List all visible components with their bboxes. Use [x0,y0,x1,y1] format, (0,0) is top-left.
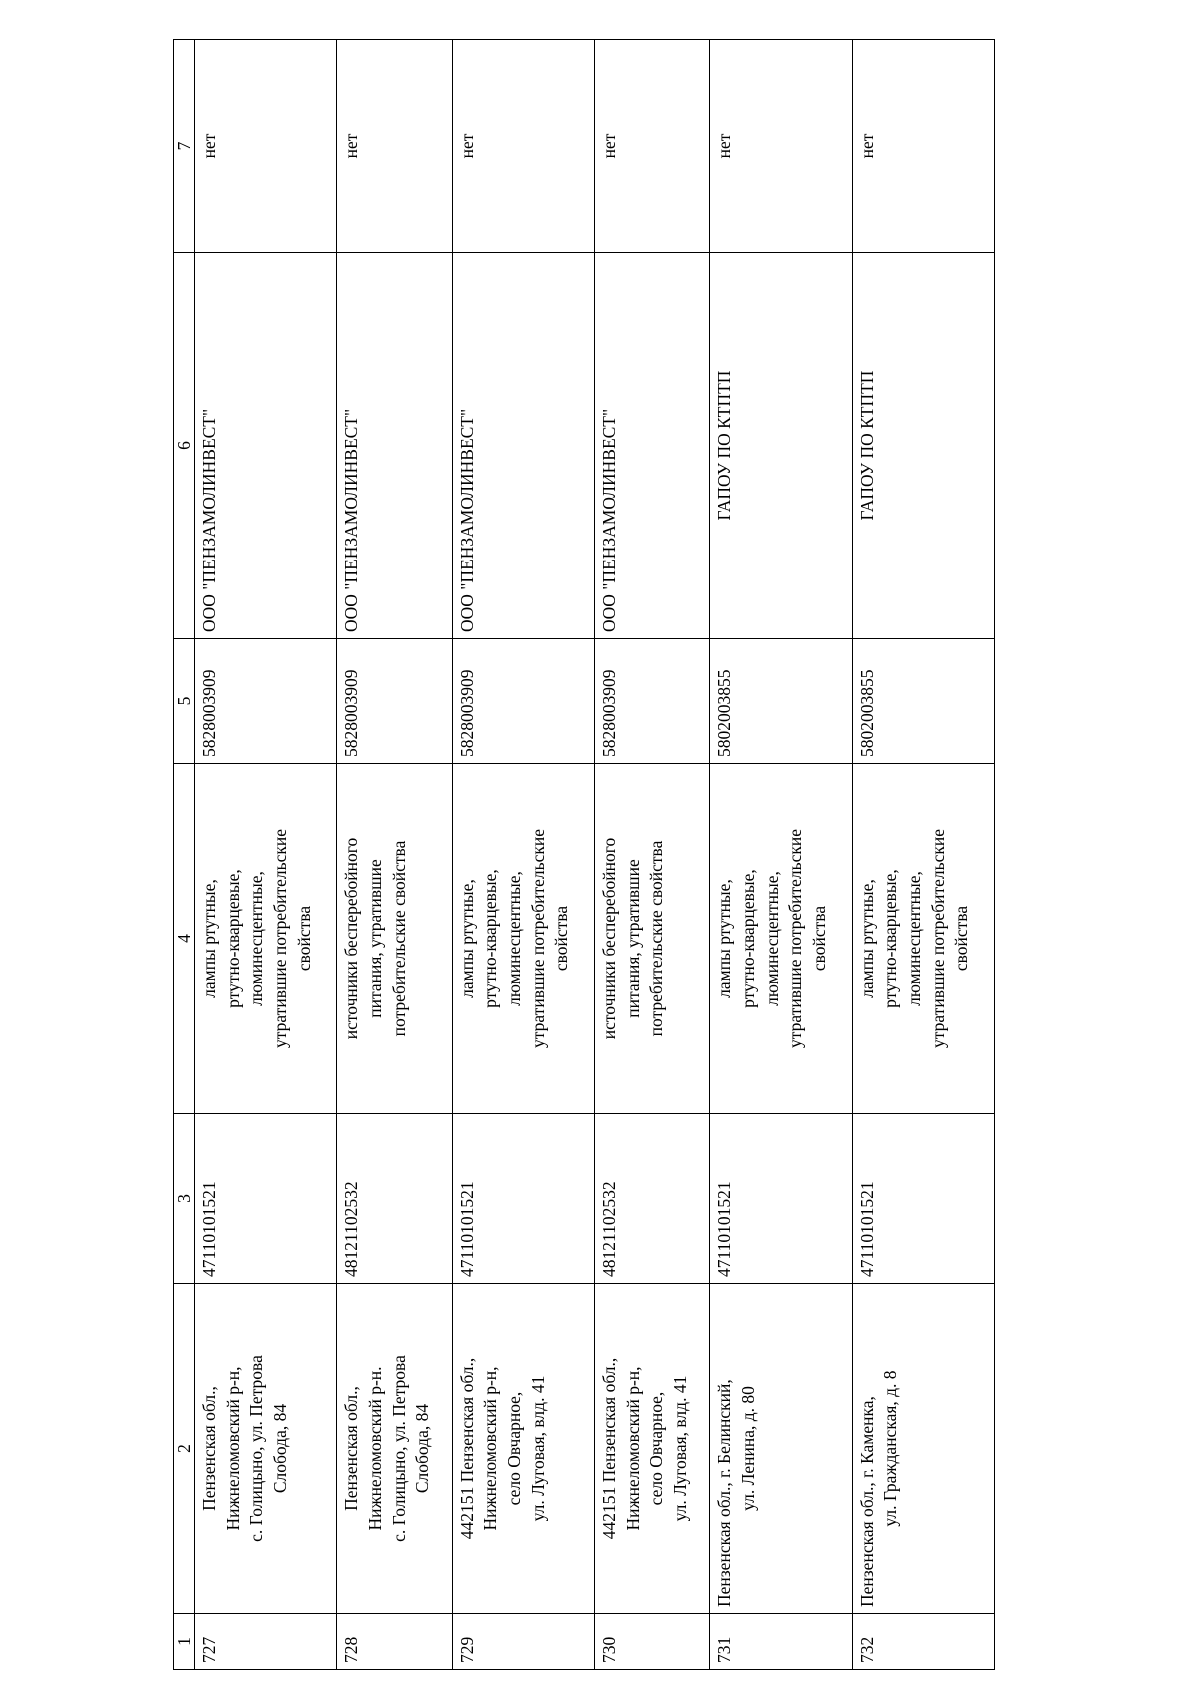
inn-cell: 5828003909 [594,639,709,764]
organization-cell: ООО "ПЕНЗАМОЛИНВЕСТ" [452,253,594,639]
address-cell: Пензенская обл., г. Каменка, ул. Гражданская, д. 8 [852,1284,994,1614]
flag-cell: нет [337,40,452,253]
table-row [452,40,594,1670]
column-header-2: 2 [174,1284,195,1614]
organization-cell: ГАПОУ ПО КТПТП [710,253,852,639]
column-header-3: 3 [174,1114,195,1284]
table-row [594,40,709,1670]
waste-name-cell: источники бесперебойного питания, утратившие потребительские свойства [337,764,452,1114]
organization-cell: ООО "ПЕНЗАМОЛИНВЕСТ" [195,253,337,639]
inn-cell: 5828003909 [337,639,452,764]
inn-cell: 5802003855 [852,639,994,764]
header-row [174,40,195,1670]
organization-cell: ООО "ПЕНЗАМОЛИНВЕСТ" [594,253,709,639]
inn-cell: 5828003909 [452,639,594,764]
table-row [337,40,452,1670]
address-cell: Пензенская обл., Нижнеломовский р-н, с. Голицыно, ул. Петрова Слобода, 84 [195,1284,337,1614]
waste-registry-table [173,39,995,1670]
flag-cell: нет [852,40,994,253]
column-header-1: 1 [174,1614,195,1670]
row-number: 732 [852,1614,994,1670]
organization-cell: ГАПОУ ПО КТПТП [852,253,994,639]
address-cell: Пензенская обл., г. Белинский, ул. Ленина, д. 80 [710,1284,852,1614]
address-cell: Пензенская обл., Нижнеломовский р-н. с. Голицыно, ул. Петрова Слобода, 84 [337,1284,452,1614]
waste-name-cell: лампы ртутные, ртутно-кварцевые, люминесцентные, утратившие потребительские свойства [452,764,594,1114]
column-header-4: 4 [174,764,195,1114]
column-header-5: 5 [174,639,195,764]
table-row [710,40,852,1670]
inn-cell: 5828003909 [195,639,337,764]
column-header-6: 6 [174,253,195,639]
flag-cell: нет [452,40,594,253]
row-number: 728 [337,1614,452,1670]
flag-cell: нет [594,40,709,253]
waste-code-cell: 47110101521 [452,1114,594,1284]
waste-name-cell: лампы ртутные, ртутно-кварцевые, люминесцентные, утратившие потребительские свойства [852,764,994,1114]
address-cell: 442151 Пензенская обл., Нижнеломовский р-н, село Овчарное, ул. Луговая, влд. 41 [594,1284,709,1614]
waste-name-cell: источники бесперебойного питания, утратившие потребительские свойства [594,764,709,1114]
waste-code-cell: 48121102532 [594,1114,709,1284]
organization-cell: ООО "ПЕНЗАМОЛИНВЕСТ" [337,253,452,639]
column-header-7: 7 [174,40,195,253]
table-row [852,40,994,1670]
waste-code-cell: 47110101521 [195,1114,337,1284]
waste-name-cell: лампы ртутные, ртутно-кварцевые, люминесцентные, утратившие потребительские свойства [710,764,852,1114]
row-number: 729 [452,1614,594,1670]
waste-code-cell: 47110101521 [852,1114,994,1284]
row-number: 727 [195,1614,337,1670]
flag-cell: нет [195,40,337,253]
table-row [195,40,337,1670]
rotated-table-sheet [173,40,995,1670]
waste-code-cell: 47110101521 [710,1114,852,1284]
inn-cell: 5802003855 [710,639,852,764]
flag-cell: нет [710,40,852,253]
row-number: 731 [710,1614,852,1670]
waste-name-cell: лампы ртутные, ртутно-кварцевые, люминесцентные, утратившие потребительские свойства [195,764,337,1114]
row-number: 730 [594,1614,709,1670]
waste-code-cell: 48121102532 [337,1114,452,1284]
address-cell: 442151 Пензенская обл., Нижнеломовский р-н, село Овчарное, ул. Луговая, влд. 41 [452,1284,594,1614]
